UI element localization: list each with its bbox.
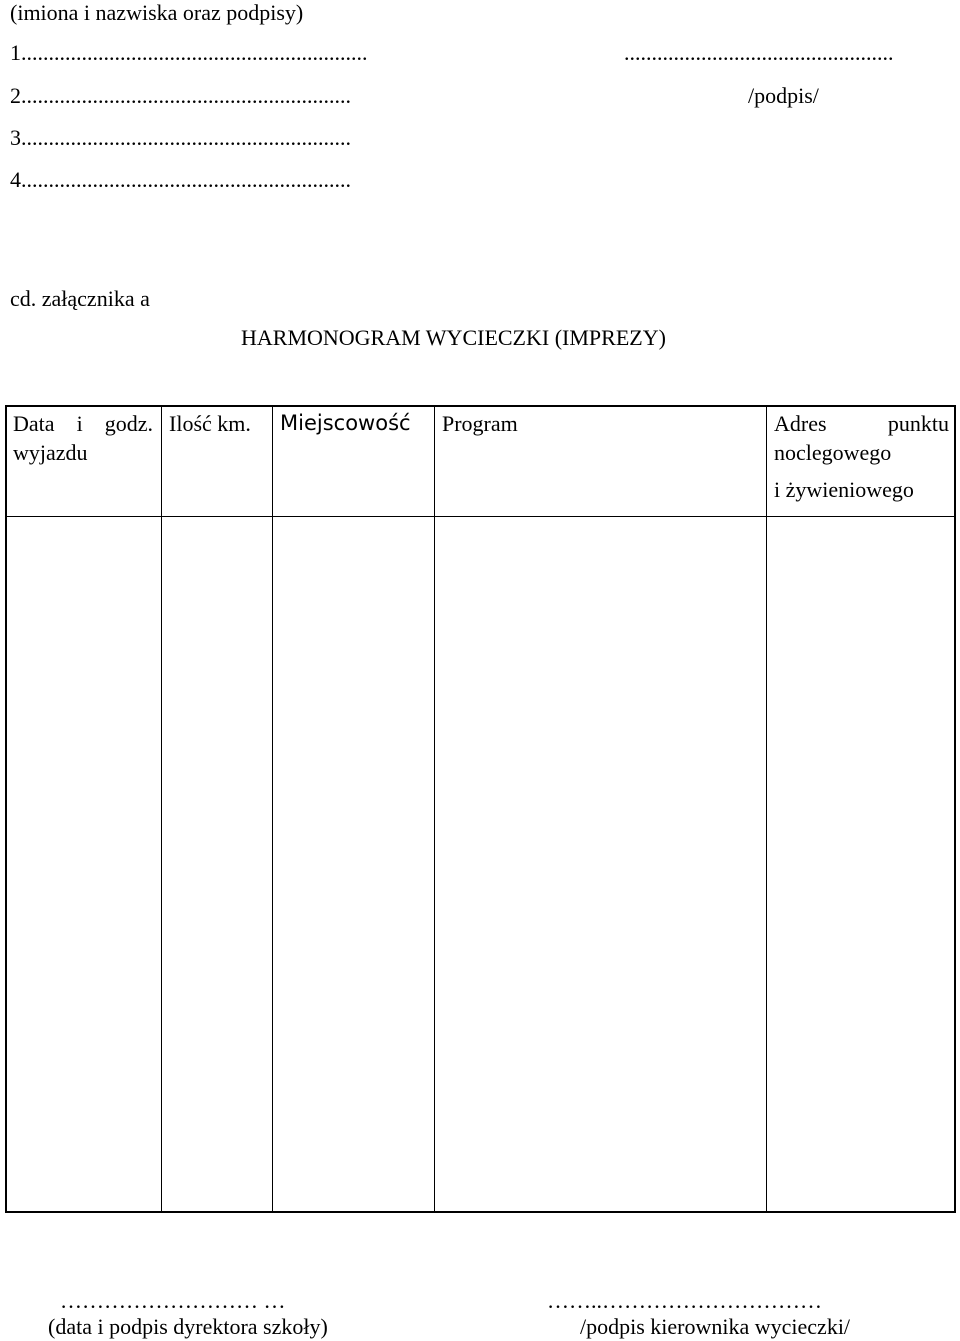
schedule-table	[5, 405, 956, 1213]
header-departure	[13, 409, 153, 467]
header-departure-line2: wyjazdu	[13, 440, 88, 465]
header-km: Ilość km.	[169, 411, 251, 436]
header-departure-word: Data	[13, 411, 55, 436]
signers-label: (imiona i nazwiska oraz podpisy)	[10, 0, 304, 25]
leader-signature-label: /podpis kierownika wycieczki/	[580, 1314, 851, 1339]
header-row-divider	[7, 516, 954, 517]
header-program: Program	[442, 411, 518, 436]
signer-line-2[interactable]: 2............................................................	[10, 83, 351, 108]
header-address-line1	[774, 409, 949, 438]
header-address-word: punktu	[887, 411, 949, 436]
signature-label: /podpis/	[748, 83, 819, 108]
page-title: HARMONOGRAM WYCIECZKI (IMPREZY)	[241, 325, 666, 350]
column-divider	[161, 407, 162, 1211]
header-departure-line1	[13, 409, 153, 438]
director-signature-line[interactable]: ……………………… …	[60, 1288, 286, 1313]
header-address-line3: i żywieniowego	[774, 477, 914, 502]
signer-line-3[interactable]: 3............................................................	[10, 125, 351, 150]
signer-line-1[interactable]: 1...............................................................	[10, 40, 368, 65]
header-departure-word: i	[76, 411, 83, 436]
column-divider	[766, 407, 767, 1211]
header-place: Miejscowość	[280, 411, 411, 435]
header-address-word: Adres	[774, 411, 827, 436]
director-signature-label: (data i podpis dyrektora szkoły)	[48, 1314, 328, 1339]
column-divider	[434, 407, 435, 1211]
signature-line[interactable]: .................................................	[624, 40, 894, 65]
signer-line-4[interactable]: 4............................................................	[10, 167, 351, 192]
header-departure-word: godz.	[104, 411, 153, 436]
attachment-note: cd. załącznika a	[10, 286, 150, 311]
header-address	[774, 409, 949, 504]
header-address-line2: noclegowego	[774, 440, 892, 465]
column-divider	[272, 407, 273, 1211]
leader-signature-line[interactable]: ……..…………………………	[547, 1288, 822, 1313]
